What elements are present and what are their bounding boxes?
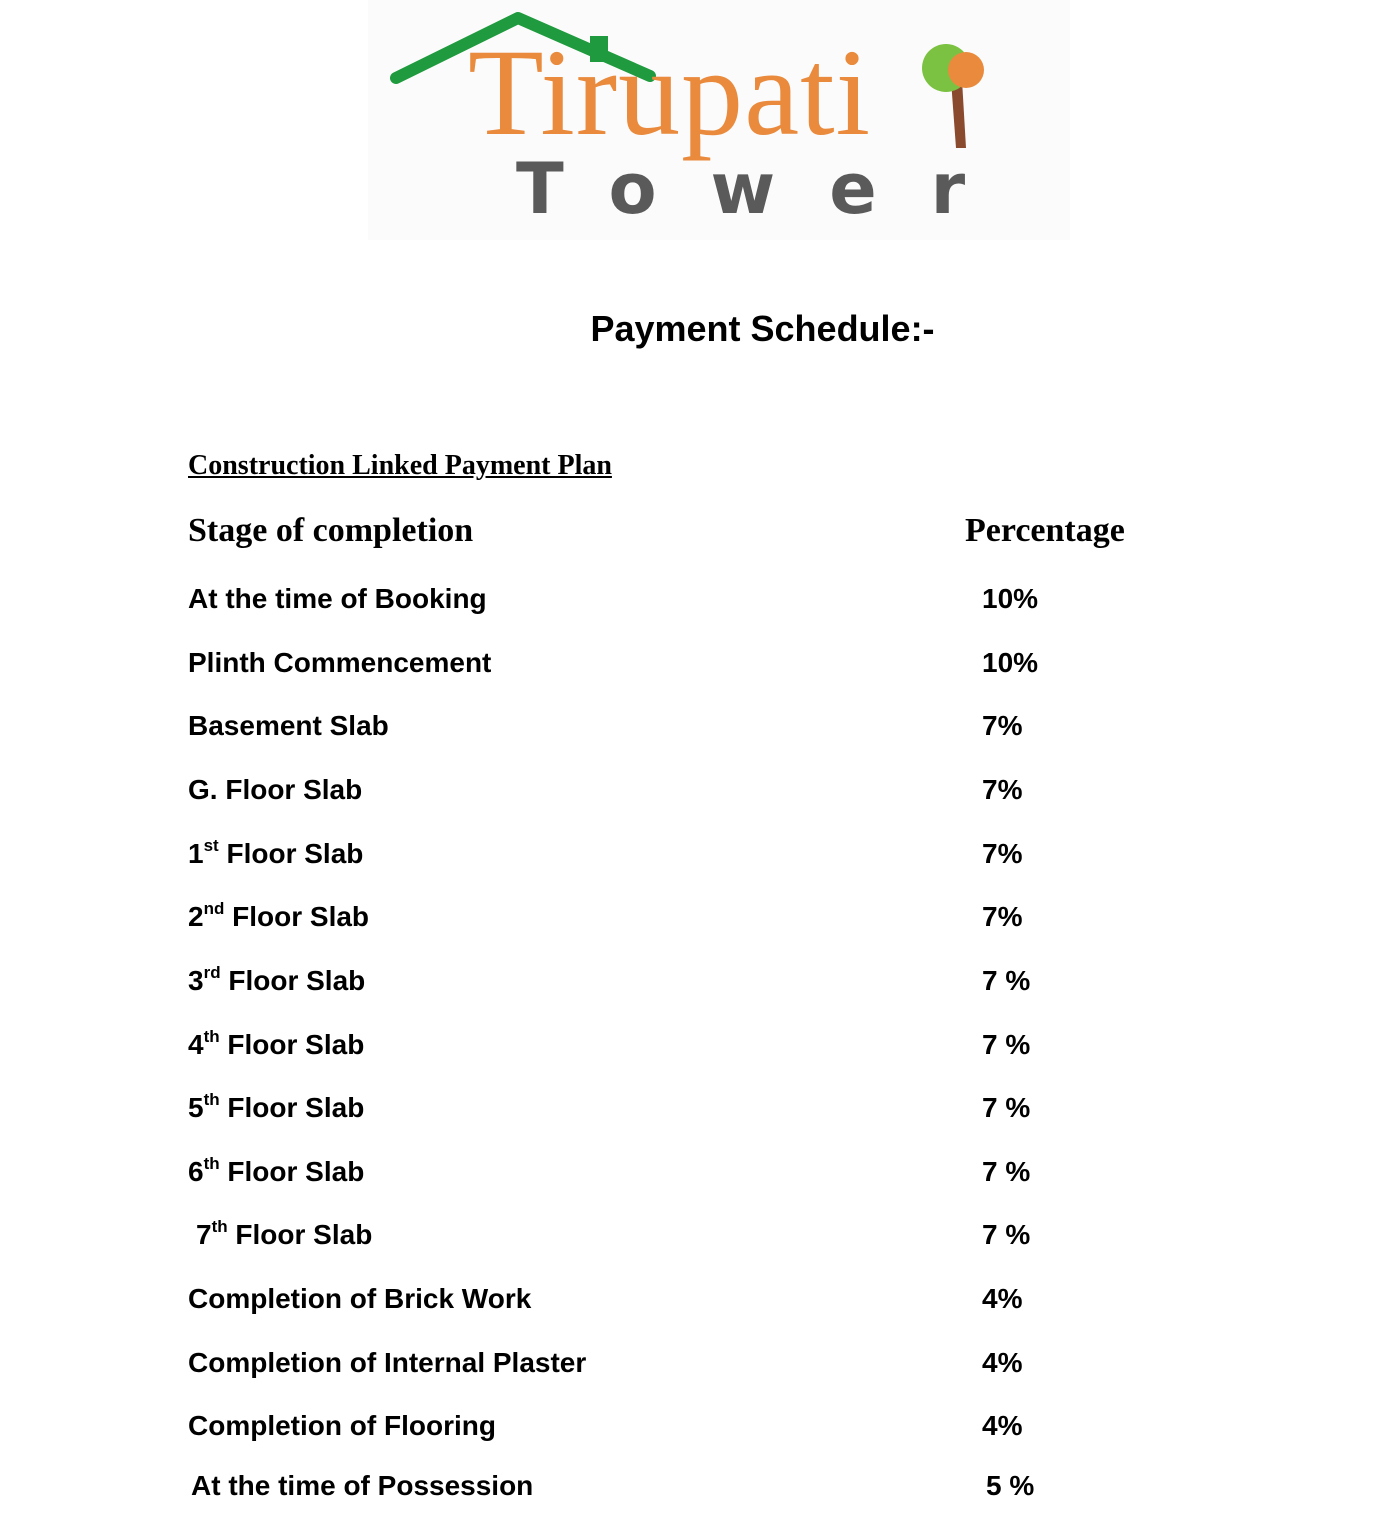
percentage-value: 7% [982, 710, 1023, 741]
ordinal-suffix: nd [203, 899, 225, 918]
stage-text: At the time of Possession [191, 1470, 534, 1501]
stage-text: Basement Slab [188, 710, 389, 741]
table-row [0, 774, 1375, 814]
table-row [0, 965, 1375, 1005]
page-title: Payment Schedule:- [590, 308, 935, 349]
stage-label [188, 838, 363, 870]
ordinal-suffix: th [203, 1154, 220, 1173]
table-row [0, 710, 1375, 750]
stage-label [191, 1470, 533, 1502]
floor-number: 4 [188, 1029, 204, 1060]
stage-text: Floor Slab [218, 838, 364, 869]
table-row [0, 1156, 1375, 1196]
percentage-value: 4% [982, 1347, 1023, 1378]
table-row [0, 1347, 1375, 1387]
table-row [0, 1092, 1375, 1132]
floor-number: 7 [196, 1219, 212, 1250]
stage-text: Plinth Commencement [188, 647, 492, 678]
ordinal-suffix: rd [203, 963, 221, 982]
percentage-value: 7 % [982, 1029, 1031, 1060]
column-header-stage: Stage of completion [188, 512, 474, 549]
stage-text: Floor Slab [219, 1156, 365, 1187]
percentage-value: 10% [982, 647, 1039, 678]
logo [368, 0, 1070, 240]
stage-text: Completion of Brick Work [188, 1283, 532, 1314]
stage-label [188, 1410, 496, 1442]
stage-label [188, 774, 362, 806]
stage-label [188, 583, 487, 615]
stage-text: At the time of Booking [188, 583, 487, 614]
stage-label [188, 901, 369, 933]
stage-text: Floor Slab [224, 901, 370, 932]
percentage-value: 7% [982, 901, 1023, 932]
floor-number: 3 [188, 965, 204, 996]
percentage-value: 10% [982, 583, 1039, 614]
table-row [0, 1410, 1375, 1450]
ordinal-suffix: th [203, 1090, 220, 1109]
table-row [0, 583, 1375, 623]
stage-text: Floor Slab [227, 1219, 373, 1250]
percentage-value: 7 % [982, 1092, 1031, 1123]
plan-heading: Construction Linked Payment Plan [188, 450, 612, 481]
logo-sub-text: Tower [516, 148, 1020, 230]
stage-label [188, 1156, 364, 1188]
percentage-value: 7 % [982, 965, 1031, 996]
percentage-value: 4% [982, 1283, 1023, 1314]
stage-text: Completion of Flooring [188, 1410, 496, 1441]
stage-label [188, 710, 389, 742]
table-row [0, 1283, 1375, 1323]
table-row [0, 1029, 1375, 1069]
percentage-value: 7 % [982, 1219, 1031, 1250]
table-row [0, 838, 1375, 878]
percentage-value: 7 % [982, 1156, 1031, 1187]
stage-label [188, 1283, 531, 1315]
floor-number: 5 [188, 1092, 204, 1123]
stage-text: Floor Slab [220, 965, 366, 996]
table-row [0, 1219, 1375, 1259]
stage-label [188, 1092, 364, 1124]
table-row [0, 901, 1375, 941]
percentage-value: 7% [982, 774, 1023, 805]
stage-label [188, 1029, 364, 1061]
stage-text: Completion of Internal Plaster [188, 1347, 587, 1378]
floor-number: 1 [188, 838, 204, 869]
ordinal-suffix: st [203, 836, 219, 855]
table-row [0, 647, 1375, 687]
stage-text: G. Floor Slab [188, 774, 363, 805]
logo-brand-text: Tirupati [468, 24, 872, 161]
floor-number: 2 [188, 901, 204, 932]
stage-label [188, 965, 365, 997]
table-row [0, 1470, 1375, 1510]
stage-text: Floor Slab [219, 1092, 365, 1123]
column-header-percentage: Percentage [965, 512, 1125, 549]
ordinal-suffix: th [203, 1027, 220, 1046]
stage-text: Floor Slab [219, 1029, 365, 1060]
percentage-value: 7% [982, 838, 1023, 869]
percentage-value: 4% [982, 1410, 1023, 1441]
stage-label [188, 1347, 586, 1379]
stage-label [196, 1219, 372, 1251]
stage-label [188, 647, 491, 679]
floor-number: 6 [188, 1156, 204, 1187]
percentage-value: 5 % [986, 1470, 1035, 1501]
ordinal-suffix: th [211, 1217, 228, 1236]
